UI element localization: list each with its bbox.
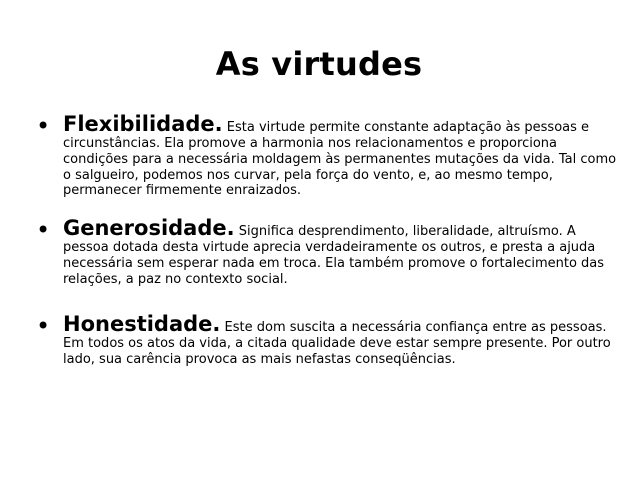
slide-title: As virtudes (215, 45, 423, 83)
bullet-term: Flexibilidade. (63, 112, 223, 136)
bullet-description: Este dom suscita a necessária confiança entre as pessoas. Em todos os atos da vida, a citada qualidade deve estar sempre presente. Por outro lado, sua carência provoca as mais nefastas conseqüências. (63, 320, 611, 367)
bullet-item-generosidade (30, 216, 618, 287)
bullet-term: Honestidade. (63, 312, 221, 336)
bullet-description: Significa desprendimento, liberalidade, altruísmo. A pessoa dotada desta virtude aprecia verdadeiramente os outros, e presta a ajuda necessária sem esperar nada em troca. Ela também promove o fortalecimento das relações, a paz no contexto social. (63, 224, 605, 287)
bullet-item-flexibilidade (30, 112, 618, 199)
bullet-term: Generosidade. (63, 216, 235, 240)
bullet-icon: • (36, 312, 51, 340)
bullet-item-honestidade (30, 312, 618, 368)
bullet-paragraph (63, 112, 618, 199)
bullet-icon: • (36, 216, 51, 244)
bullet-description: Esta virtude permite constante adaptação às pessoas e circunstâncias. Ela promove a harmonia nos relacionamentos e proporciona condições para a necessária moldagem às permanentes mutações da vida. Tal como o salgueiro, podemos nos curvar, pela força do vento, e, ao mesmo tempo, permanecer firmemente enraizados. (63, 120, 617, 199)
bullet-paragraph (63, 216, 618, 287)
bullet-icon: • (36, 112, 51, 140)
bullet-paragraph (63, 312, 618, 368)
